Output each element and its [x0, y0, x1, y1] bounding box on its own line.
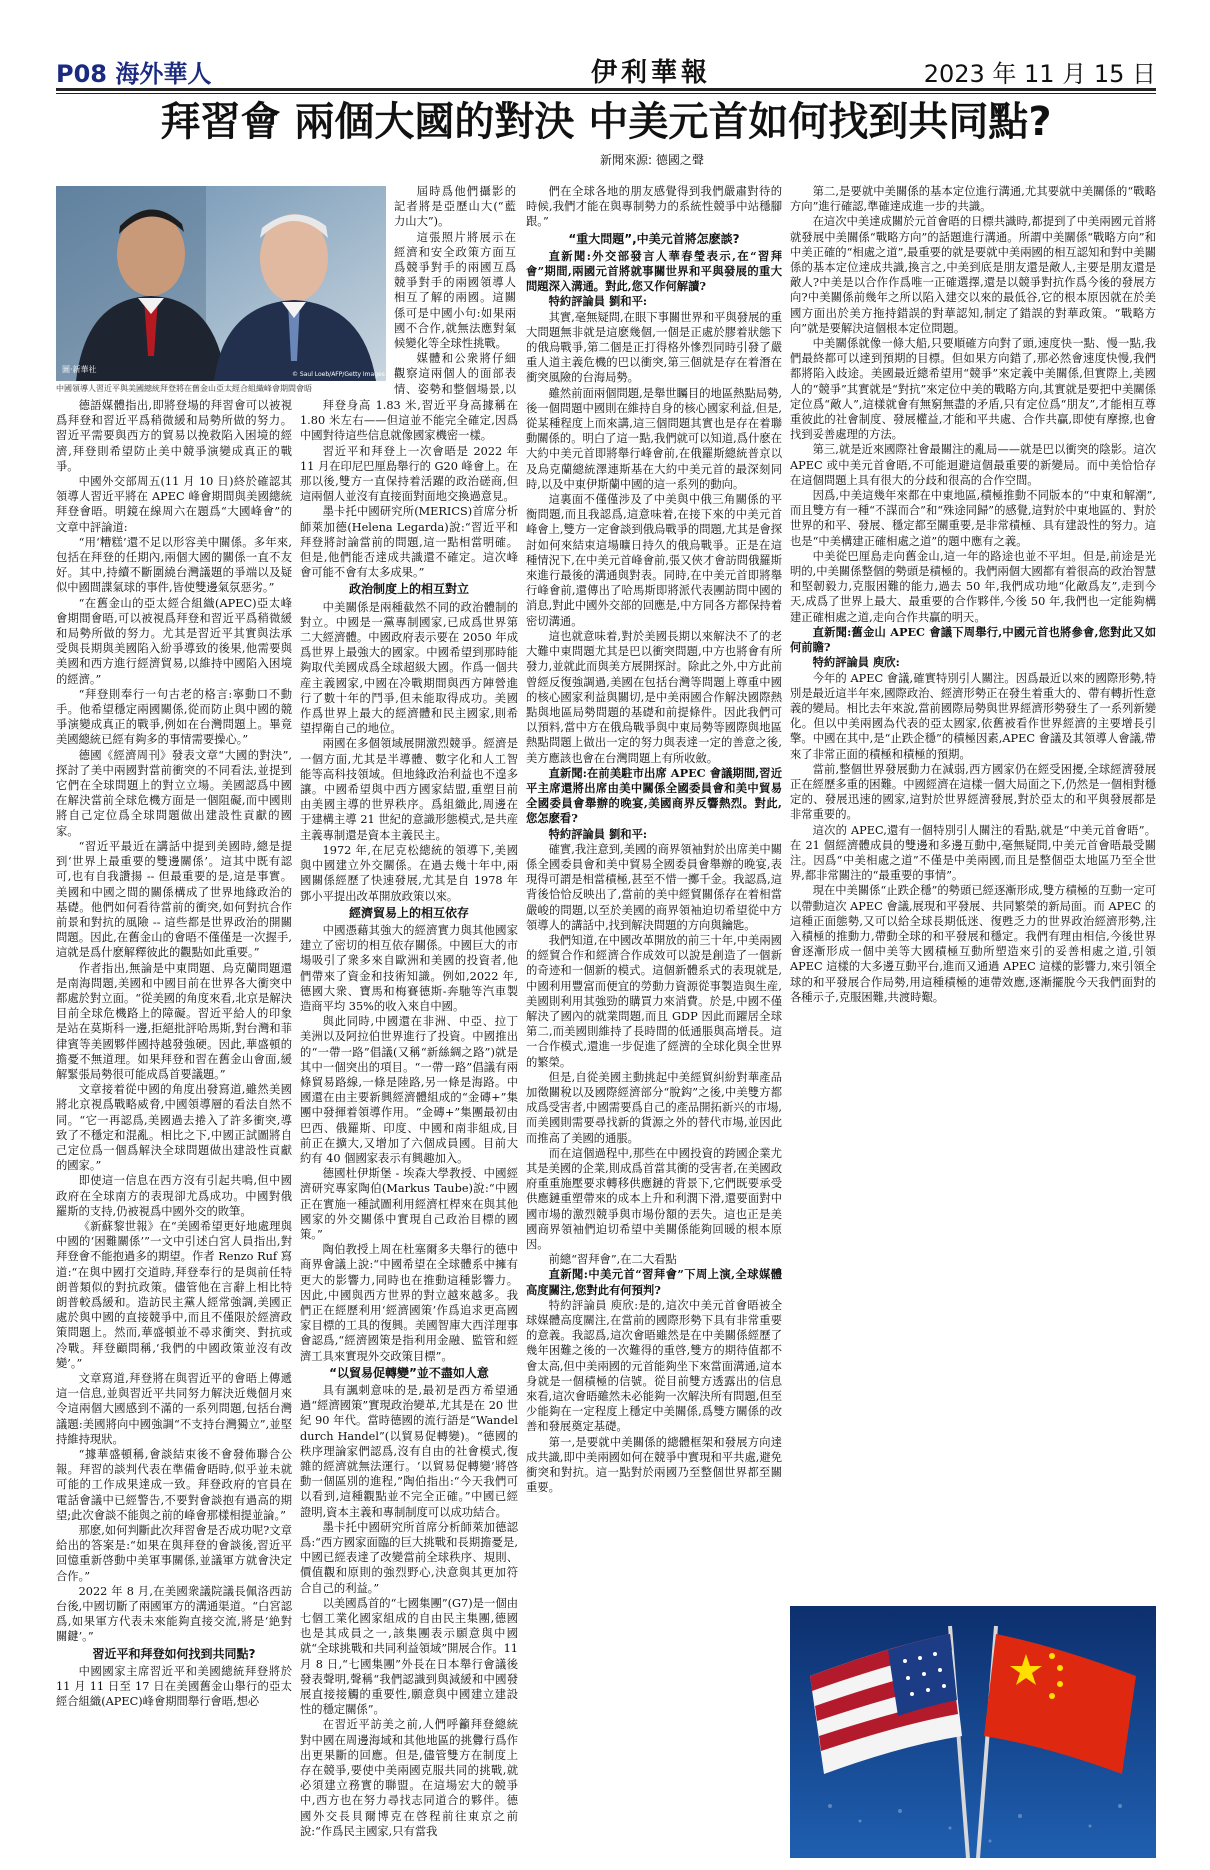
question: 直新聞:外交部發言人華春瑩表示,在“習拜會”期間,兩國元首將就事關世界和平與發展的重大問題深入溝通。對此,您又作何解讀? [526, 248, 782, 294]
paragraph: 第三,就是近來國際社會最關注的亂局——就是巴以衝突的陰影。這次 APEC 或中美元首會晤,不可能迴避這個最重要的新變局。而中美恰恰存在這個問題上具有很大的分歧和很高的合作空間。 [790, 443, 1156, 487]
commentator-label: 特約評論員 劉和平: [548, 826, 648, 841]
paragraph: “用‘糟糕’還不足以形容美中關係。多年來,包括在拜登的任期內,兩個大國的關係一直不友好。其中,持續不斷圍繞台灣議題的爭端以及疑似中國間諜氣球的事件,皆使雙邊氣氛惡劣。” [56, 535, 292, 595]
commentator-label: 特約評論員 庾欣: [812, 655, 900, 670]
section-heading: 政治制度上的相互對立 [348, 582, 469, 597]
paragraph: 陶伯教授上周在杜塞爾多夫舉行的德中商界會議上說:“中國希望在全球體系中擁有更大的影響力,同時也在推動這種影響力。因此,中國與西方世界的對立越來越多。我們正在經歷利用‘經濟國策’作爲追求更高國家目標的工具的復興。美國智庫大西洋理事會認爲,“經濟國策是指利用金融、監管和經濟工具來實現外交政策目標”。 [300, 1243, 518, 1363]
leaders-photo-art [56, 186, 386, 381]
column-3 [526, 184, 782, 1858]
masthead: 伊利華報 [591, 58, 712, 88]
paragraph: 雖然前面兩個問題,是舉世矚目的地區熱點局勢,後一個問題中國則在維持自身的核心國家利益,但是,從某種程度上而來講,這三個問題其實也是存在着聯動關係的。明白了這一點,我們就可以知道,爲什麽在大約中美元首即將舉行峰會前,在俄羅斯總統普京以及烏克蘭總統澤連斯基在大約中美元首的最深刻同時,以及中東伊斯蘭中國的這一系列的動向。 [526, 386, 782, 491]
paragraph: 《新蘇黎世報》在“美國希望更好地處理與中國的‘困難關係’”一文中引述白宮人員指出,對拜登會不能抱過多的期望。作者 Renzo Ruf 寫道:“在與中國打交道時,拜登奉行的是與前任特朗普類似的對抗政策。儘管他在言辭上相比特朗普較爲緩和。造訪民主黨人經常強調,美國正處於與中國的直接競爭中,而且不僅限於經濟政策問題上。然而,華盛頓並不尋求衝突、對抗或冷戰。拜登顧問稱,‘我們的中國政策並沒有改變’。” [56, 1219, 292, 1370]
column-1-top [394, 184, 516, 394]
paragraph: 中美關係就像一條大船,只要順確方向對了頭,速度快一點、慢一點,我們最終都可以達到預期的目標。但如果方向錯了,那必然會速度快慢,我們都將陷入歧途。美國最近總希望用“競爭”來定義中美關係,但實際上,美國人的“競爭”其實就是“對抗”來定位中美的戰略方向,其實就是要把中美關係定位爲“敵人”,這樣就會有無窮無盡的矛盾,只有定位爲“朋友”,才能相互尊重彼此的社會制度、發展權益,才能和平共處、合作共贏,即使有摩擦,也會找到妥善處理的方法。 [790, 337, 1156, 442]
paragraph: 墨卡托中國研究所(MERICS)首席分析師萊加德(Helena Legarda)說:“習近平和拜登將討論當前的問題,這一點相當明確。但是,他們能否達成共識還不確定。這次峰會可能不會有太多成果。” [300, 505, 518, 580]
paragraph: 中國外交部周五(11 月 10 日)終於確認其領導人習近平將在 APEC 峰會期間與美國總統拜登會晤。明鏡在線周六在題爲“大國峰會”的文章中評論道: [56, 475, 292, 534]
paragraph: 中美從巴厘島走向舊金山,這一年的路途也並不平坦。但是,前途是光明的,中美關係整個的勢頭是積極的。我們兩個大國都有着很高的政治智慧和堅韌毅力,克服困難的能力,過去 50 年,我們成功地“化敵爲友”,走到今天,成爲了世界上最大、最重要的合作夥伴,今後 50 年,我們也一定能夠構建正確相處之道,走向合作共贏的明天。 [790, 549, 1156, 624]
page-label: P08 海外華人 [56, 60, 212, 88]
paragraph: 這也就意味着,對於美國長期以來解決不了的老大難中東問題尤其是巴以衝突問題,中方也將會有所發力,並就此而與美方展開探討。除此之外,中方此前曾經反復強調過,美國在包括台灣等問題上尊重中國的核心國家利益與關切,是中美兩國合作解決國際熱點與地區局勢問題的基礎和前提條件。因此我們可以預料,當中方在俄烏戰爭與中東局勢等國際與地區熱點問題上做出一定的努力與表達一定的善意之後,美方應該也會在台灣問題上有所收斂。 [526, 629, 782, 765]
paragraph: 具有諷刺意味的是,最初是西方希望通過“經濟國策”實現政治變革,尤其是在 20 世紀 90 年代。當時德國的流行語是“Wandel durch Handel”(以貿易促轉變)。“德國的秩序理論家們認爲,沒有自由的社會模式,復雜的經濟就無法運行。‘以貿易促轉變’將啓動一個區別的進程,”陶伯指出:“今天我們可以看到,這種觀點並不完全正確。”中國已經證明,資本主義和專制制度可以成功結合。 [300, 1384, 518, 1519]
paragraph: 確實,我注意到,美國的商界領袖對於出席美中關係全國委員會和美中貿易全國委員會舉辦的晚宴,表現得可謂是相當積極,甚至不惜一擲千金。我認爲,這背後恰恰反映出了,當前的美中經貿關係存在着相當嚴峻的問題,以至於美國的商界領袖迫切希望從中方領導人的講話中,找到解決問題的方向與鑰匙。 [526, 842, 782, 932]
leaders-photo-caption: 中國領導人習近平與美國總統拜登將在舊金山亞太經合組織峰會期間會晤 [56, 384, 312, 393]
news-source: 新聞來源: 德國之聲 [600, 153, 704, 167]
column-1 [56, 398, 292, 1858]
paragraph: 2022 年 8 月,在美國衆議院議長佩洛西訪台後,中國切斷了兩國軍方的溝通渠道。“白宮認爲,如果軍方代表未來能夠直接交流,將是‘絶對關鍵’。” [56, 1584, 292, 1644]
paragraph: 習近平和拜登上一次會晤是 2022 年 11 月在印尼巴厘島舉行的 G20 峰會上。在那以後,雙方一直保持着活躍的政治磋商,但這兩個人並沒有直接面對面地交換過意見。 [300, 444, 518, 504]
paragraph: 而在這個過程中,那些在中國投資的跨國企業尤其是美國的企業,則成爲首當其衝的受害者,在美國政府重重施壓要求轉移供應鏈的背景下,它們既要承受供應鏈重塑帶來的成本上升和利潤下滑,還要面對中國市場的激烈競爭與市場份額的丟失。這也正是美國商界領袖們迫切希望中美關係能夠回暖的根本原因。 [526, 1146, 782, 1252]
paragraph: 中國國家主席習近平和美國總統拜登將於 11 月 11 日至 17 日在美國舊金山舉行的亞太經合組織(APEC)峰會期間舉行會晤,想必 [56, 1664, 292, 1709]
photo-watermark: 圖·新華社 [62, 365, 97, 374]
paragraph: “在舊金山的亞太經合組織(APEC)亞太峰會期間會晤,可以被視爲拜登和習近平爲稍微緩和局勢所做的努力。尤其是習近平其實與法承受與長期與美國陷入紛爭導致的後果,他需要與美國和西方進行經濟貿易,以維持中國陷入困境的經濟。” [56, 596, 292, 686]
paragraph: 德國《經濟周刊》發表文章“大國的對決”,探討了美中兩國對當前衝突的不同看法,並提到它們在全球問題上的對立立場。美國認爲中國在解決當前全球危機方面是一個阻礙,而中國則將自己定位爲全球問題做出建設性貢獻的國家。 [56, 748, 292, 838]
column-4 [790, 184, 1156, 1600]
paragraph: 當前,整個世界發展動力在減弱,西方國家仍在經受困擾,全球經濟發展正在經歷多重的困難。中國經濟在這樣一個大局面之下,仍然是一個相對穩定的、發展迅速的國家,這對於世界經濟發展,對於亞太的和平與發展都是非常重要的。 [790, 762, 1156, 822]
section-heading: “重大問題”,中美元首將怎麽談? [568, 231, 740, 246]
paragraph: 今年的 APEC 會議,確實特別引人關注。因爲最近以來的國際形勢,特別是最近這半年來,國際政治、經濟形勢正在發生着重大的、帶有轉折性意義的變局。相比去年來說,當前國際局勢與世界經濟形勢發生了一系列新變化。但以中美兩國為代表的亞太國家,依舊被看作世界經濟的主要增長引擎。中國在其中,是“止跌企穩”的積極因素,APEC 會議及其領導人會議,帶來了非常正面的積極和積極的預期。 [790, 671, 1156, 761]
question: 直新聞:舊金山 APEC 會議下周舉行,中國元首也將參會,您對此又如何前瞻? [790, 624, 1156, 655]
paragraph: 那麽,如何判斷此次拜習會是否成功呢?文章給出的答案是:“如果在與拜登的會談後,習近平回憶重新啓動中美軍事關係,並議軍方就會決定合作。” [56, 1524, 292, 1583]
paragraph: 墨卡托中國研究所首席分析師萊加德認爲:“西方國家面臨的巨大挑戰和長期擔憂是,中國已經表達了改變當前全球秩序、規則、價值觀和原則的強烈野心,決意與其更加符合自己的利益。” [300, 1520, 518, 1595]
paragraph: 拜登身高 1.83 米,習近平身高據稱在 1.80 米左右——但這並不能完全確定,因爲中國對待這些信息就像國家機密一樣。 [300, 399, 518, 443]
header-rule-thin [56, 93, 1156, 94]
issue-date: 2023 年 11 月 15 日 [923, 60, 1156, 88]
paragraph: 這張照片將展示在經濟和安全政策方面互爲競爭對手的兩國互爲競爭對手的兩國領導人相互了解的兩國。這關係可是中國小句:如果兩國不合作,就無法應對氣候變化等全球性挑戰。 [394, 230, 516, 351]
paragraph: 德國杜伊斯堡 - 埃森大學教授、中國經濟研究專家陶伯(Markus Taube)說:“中國正在實施一種試圖利用經濟杠桿來在與其他國家的外交關係中實現自己政治目標的國策。” [300, 1167, 518, 1241]
paragraph: 德語媒體指出,即將登場的拜習會可以被視爲拜登和習近平爲稍微緩和局勢所做的努力。習近平需要與西方的貿易以挽救陷入困境的經濟,拜登則希望防止美中競爭演變成真正的戰爭。 [56, 399, 292, 473]
paragraph: 1972 年,在尼克松總統的領導下,美國與中國建立外交關係。在過去幾十年中,兩國關係經歷了快速發展,尤其是自 1978 年鄧小平提出改革開放政策以來。 [300, 843, 518, 903]
paragraph: 中美關係是兩種截然不同的政治體制的對立。中國是一黨專制國家,已成爲世界第二大經濟體。中國政府表示要在 2050 年成爲世界上最強大的國家。中國希望到那時能夠取代美國成爲全球超級大國。作爲一個共産主義國家,中國在冷戰期間與西方陣營進行了數十年的鬥爭,但未能取得成功。美國作爲世界上最大的經濟體和民主國家,則希望捍衛自己的地位。 [300, 600, 518, 736]
section-heading: 經濟貿易上的相互依存 [348, 905, 469, 920]
flags-photo-art [790, 1606, 1156, 1858]
paragraph: 前總“習拜會”,在二大看點 [548, 1253, 677, 1267]
photo-credit: © Saul Loeb/AFP/Getty Images [292, 371, 385, 378]
paragraph: 即使這一信息在西方沒有引起共鳴,但中國政府在全球南方的表現卻尤爲成功。中國對俄羅斯的支持,仍被視爲中國外交的敗筆。 [56, 1174, 292, 1218]
column-2 [300, 398, 518, 1858]
paragraph: 屆時爲他們攝影的記者將是亞歷山大(“藍力山大”)。 [394, 185, 516, 229]
paragraph: 第一,是要就中美關係的總體框架和發展方向達成共識,即中美兩國如何在競爭中實現和平共處,避免衝突和對抗。這一點對於兩國乃至整個世界都至關重要。 [526, 1435, 782, 1495]
leaders-photo [56, 186, 386, 381]
headline: 拜習會 兩個大國的對決 中美元首如何找到共同點? [160, 99, 1052, 145]
paragraph: 中國憑藉其強大的經濟實力與其他國家建立了密切的相互依存關係。中國巨大的市場吸引了衆多來自歐洲和美國的投資者,他們帶來了資金和技術知識。例如,2022 年,德國大衆、寶馬和梅賽德斯-奔馳等汽車製造商平均 35%的收入來自中國。 [300, 923, 518, 1013]
section-heading: “以貿易促轉變”並不盡如人意 [329, 1365, 489, 1380]
paragraph: “習近平最近在講話中提到美國時,總是提到‘世界上最重要的雙邊關係’。這其中既有認可,也有自我讚揚 -- 但最重要的是,這是事實。美國和中國之間的關係構成了世界地緣政治的基礎。他們如何看待當前的衝突,如何對抗合作前景和對抗的風險 -- 這些都是世界政治的開關問題。因此,在舊金山的會晤不僅僅是一次握手,這就是爲什麽解釋彼此的觀點如此重要。” [56, 839, 292, 960]
paragraph: 在這次中美達成關於元首會晤的日標共識時,都提到了中美兩國元首將就發展中美關係“戰略方向”的話題進行溝通。所謂中美關係“戰略方向”和中美正確的“相處之道”,最重要的就是要就中美兩國的相互認知和對中美關係的基本定位達成共識,換言之,中美到底是朋友還是敵人,主要是朋友還是敵人?中美是以合作作爲唯一正確選擇,還是以競爭對抗作爲今後的發展方向?中美關係前幾年之所以陷入建交以來的最低谷,它的根本原因就在於美國方面出於美方拖持錯誤的對華認知,制定了錯誤的對華政策。“戰略方向”就是要解決這個根本定位問題。 [790, 215, 1156, 335]
paragraph: 與此同時,中國還在非洲、中亞、拉丁美洲以及阿拉伯世界進行了投資。中國推出的“一帶一路”倡議(又稱“新絲綢之路”)就是其中一個突出的項目。“一帶一路”倡議有兩條貿易路線,一條是陸路,另一條是海路。中國還在由主要新興經濟體組成的“金磚+”集團中發揮着領導作用。“金磚+”集團最初由巴西、俄羅斯、印度、中國和南非組成,目前正在擴大,又增加了六個成員國。目前大約有 40 個國家表示有興趣加入。 [300, 1015, 518, 1165]
paragraph: 們在全球各地的朋友感覺得到我們嚴肅對待的時候,我們才能在與專制勢力的系統性競爭中站穩腳跟。” [526, 185, 782, 229]
paragraph: 這裏面不僅僅涉及了中美與中俄三角關係的平衡問題,而且我認爲,這意味着,在接下來的中美元首峰會上,雙方一定會談到俄烏戰爭的問題,尤其是會探討如何來結束這場曠日持久的俄烏戰爭。正是在這種情況下,在中美元首峰會前,張又俠才會訪問俄羅斯來進行最後的溝通與對表。同時,在中美元首即將舉行峰會前,還傳出了哈馬斯即將派代表團訪問中國的消息,對此中國外交部的回應是,中方同各方都保持着密切溝通。 [526, 493, 782, 628]
paragraph: 第二,是要就中美關係的基本定位進行溝通,尤其要就中美關係的“戰略方向”進行確認,準確達成進一步的共識。 [790, 185, 1156, 214]
header-rule-thick [56, 88, 1156, 91]
paragraph: “拜登則奉行一句古老的格言:寧動口不動手。他希望穩定兩國關係,從而防止與中國的競爭演變成真正的戰爭,例如在台灣問題上。畢竟美國總統已經有夠多的事情需要操心。” [56, 687, 292, 747]
paragraph: 特約評論員 庾欣:是的,這次中美元首會晤被全球媒體高度關注,在當前的國際形勢下具有非常重要的意義。我認爲,這次會晤雖然是在中美關係經歷了幾年困難之後的一次難得的重啓,雙方的期待值都不會太高,但中美兩國的元首能夠坐下來當面溝通,這本身就是一個積極的信號。從目前雙方透露出的信息來看,這次會晤雖然未必能夠一次解決所有問題,但至少能夠在一定程度上穩定中美關係,爲雙方關係的改善和發展奠定基礎。 [526, 1298, 782, 1434]
flags-photo [790, 1606, 1156, 1858]
paragraph: 這次的 APEC,還有一個特別引人關注的看點,就是“中美元首會晤”。在 21 個經濟體成員的雙邊和多邊互動中,毫無疑問,中美元首會晤最受關注。因爲“中美相處之道”不僅是中美兩國,而且是整個亞太地區乃至全世界,都非常關注的“最重要的事情”。 [790, 823, 1156, 883]
paragraph: 在習近平訪美之前,人們呼籲拜登總統對中國在周邊海域和其他地區的挑釁行爲作出更果斷的回應。但是,儘管雙方在制度上存在競爭,要使中美兩國克服共同的挑戰,就必須建立務實的聯盟。在這場宏大的競爭中,西方也在努力尋找志同道合的夥伴。德國外交長貝爾博克在啓程前往東京之前說:“作爲民主國家,只有當我 [300, 1718, 518, 1838]
question: 直新聞:在前美駐市出席 APEC 會議期間,習近平主席還將出席由美中關係全國委員會和美中貿易全國委員會舉辦的晚宴,美國商界反響熱烈。對此,您怎麽看? [526, 765, 782, 826]
paragraph: 但是,自從美國主動挑起中美經貿糾紛對華產品加徵關稅以及國際經濟部分“脫鈎”之後,中美雙方都成爲受害者,中國需要爲自己的產品開拓新兴的市場,而美國則需要尋找新的貨源之外的替代市場,並因此而推高了美國的通脹。 [526, 1070, 782, 1145]
page-header [56, 52, 1156, 86]
section-heading: 習近平和拜登如何找到共同點? [92, 1646, 256, 1661]
paragraph: 作者指出,無論是中東問題、烏克蘭問題還是南海問題,美國和中國目前在世界各大衝突中都處於對立面。“從美國的角度來看,北京是解決目前全球危機路上的障礙。習近平給人的印象是站在莫斯科一邊,拒絕批評哈馬斯,對台灣和菲律賓等美國夥伴國持越發強硬。因此,華盛頓的擔憂不無道理。如果拜登和習在舊金山會面,緩解緊張局勢很可能成爲首要議題。” [56, 961, 292, 1081]
paragraph: 媒體和公衆將仔細觀察這兩個人的面部表情、姿勢和整個場景,以 [394, 352, 516, 394]
paragraph: 文章接着從中國的角度出發寫道,雖然美國將北京視爲戰略威脅,中國領導層的看法自然不同。“它一再認爲,美國過去捲入了許多衝突,導致了不穩定和混亂。相比之下,中國正試圖將自己定位爲一個爲解決全球問題做出建設性貢獻的國家。” [56, 1083, 292, 1173]
paragraph: 我們知道,在中國改革開放的前三十年,中美兩國的經貿合作和經濟合作成效可以說是創造了一個新的奇迹和一個新的模式。這個新體系式的表現就是,中國利用豐富而便宜的勞動力資源從事製造與生産,美國則利用其強勁的購買力來消費。於是,中國不僅解決了國內的就業問題,而且 GDP 因此而躍居全球第二,而美國則維持了長時間的低通脹與高增長。這一合作模式,還進一步促進了經濟的全球化與全世界的繁榮。 [526, 933, 782, 1069]
paragraph: 現在中美關係“止跌企穩”的勢頭已經逐漸形成,雙方積極的互動一定可以帶動這次 APEC 會議,展現和平發展、共同繁榮的新局面。而 APEC 的這種正面態勢,又可以給全球長期低迷、復甦乏力的世界政治經濟形勢,注入積極的推動力,帶動全球的和平發展和穩定。我們有理由相信,今後世界會逐漸形成一個中美等大國積極互動所塑造來引的妥善相處之道,引領 APEC 這樣的大多邊互動平台,進而又通過 APEC 這樣的影響力,來引領全球的和平發展合作局勢,用這種積極的連帶效應,逐漸擺脫今天我們面對的各種示子,克服困難,共渡時艱。 [790, 884, 1156, 1004]
paragraph: 其實,毫無疑問,在眼下事關世界和平與發展的重大問題無非就是這麽幾個,一個是正處於膠着狀態下的俄烏戰爭,第二個是正打得格外慘烈同時引發了嚴重人道主義危機的巴以衝突,第三個就是存在着潛在衝突風險的台海局勢。 [526, 310, 782, 385]
question: 直新聞:中美元首“習拜會”下周上演,全球媒體高度關注,您對此有何預判? [526, 1267, 782, 1297]
commentator-label: 特約評論員 劉和平: [548, 294, 648, 309]
paragraph: 兩國在多個領域展開激烈競爭。經濟是一個方面,尤其是半導體、數字化和人工智能等高科技領域。但地緣政治利益也不遑多讓。中國希望與中西方國家結盟,重塑目前由美國主導的世界秩序。爲組織此,周邊在于建構主導 21 世紀的意識形態模式,是共産主義專制還是資本主義民主。 [300, 737, 518, 842]
paragraph: 文章寫道,拜登將在與習近平的會晤上傳遞這一信息,並與習近平共同努力解決近幾個月來令這兩個大國感到不滿的一系列問題,包括台灣議題:美國將向中國強調“不支持台灣獨立”,並堅持維持現狀。 [56, 1372, 292, 1446]
paragraph: “據華盛頓稱,會談結束後不會發佈聯合公報。拜習的談判代表在準備會晤時,似乎並未就可能的工作成果達成一致。拜登政府的官員在電話會議中已經警告,不要對會談抱有過高的期望;此次會談不能與之前的峰會那樣相提並論。” [56, 1448, 292, 1522]
paragraph: 因爲,中美這幾年來都在中東地區,積極推動不同版本的“中東和解潮”,而且雙方有一種“不謀而合”和“殊途同歸”的感覺,這對於中東地區的、對於世界的和平、發展、穩定都至關重要,是非常積極、具有建設性的努力。這也是“中美構建正確相處之道”的題中應有之義。 [790, 489, 1156, 548]
paragraph: 以美國爲首的“七國集團”(G7)是一個由七個工業化國家組成的自由民主集團,德國也是其成員之一,該集團表示願意與中國就“全球挑戰和共同利益領域”開展合作。11 月 8 日,“七國集團”外長在日本舉行會議後發表聲明,聲稱“我們認識到與減緩和中國發展直接接觸的重要性,願意與中國建立建設性的穩定關係”。 [300, 1596, 518, 1717]
